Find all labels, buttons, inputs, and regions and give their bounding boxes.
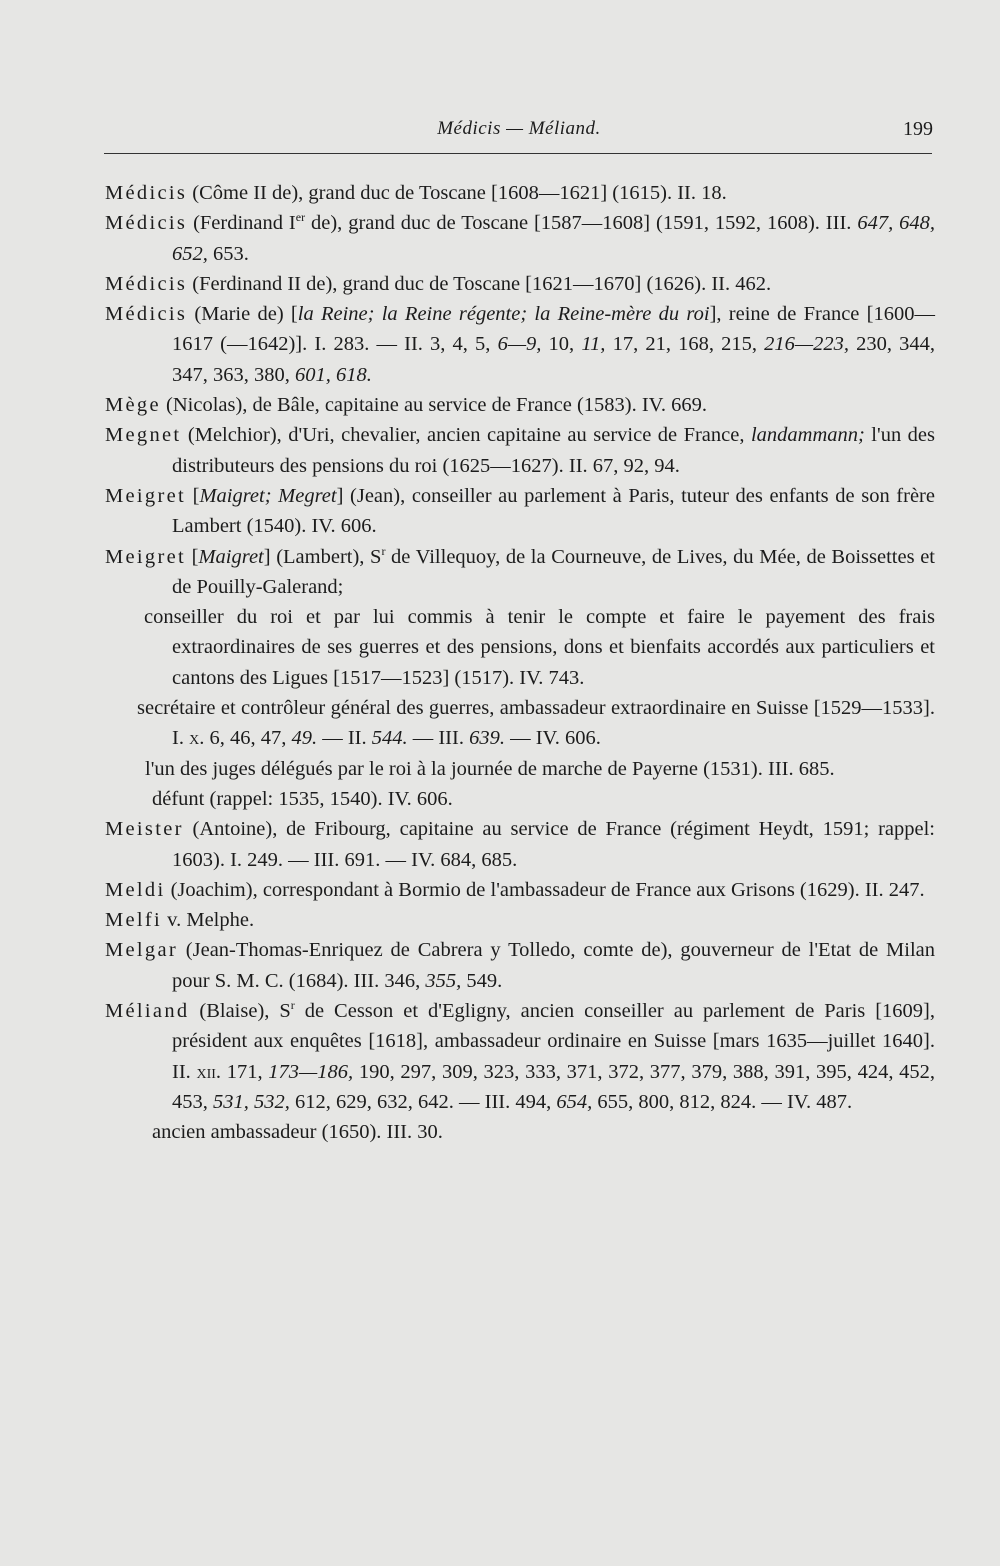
entry-text: de Villequoy, de la Courneuve, de Lives, du Mée, de Boissettes et de Pouilly-Galerand; <box>172 545 935 598</box>
entry-superscript: r <box>290 998 295 1013</box>
entry-italic: landammann; <box>750 424 865 447</box>
index-entries <box>105 178 935 1148</box>
entry-text: v. Melphe. <box>162 909 255 932</box>
entry-text: secrétaire et contrôleur général des guerres, ambassadeur extraordinaire en Suisse [1529—1533]. I. <box>137 697 935 750</box>
entry-text: l'un des distributeurs des pensions du roi (1625—1627). II. 67, 92, 94. <box>172 424 935 477</box>
entry-text: 230, 344, 347, 363, 380, <box>172 333 936 386</box>
entry-head: Mège <box>105 394 161 417</box>
entry-text: 549. <box>461 969 503 992</box>
entry-text: (Melchior), d'Uri, chevalier, ancien capitaine au service de France, <box>181 424 751 447</box>
entry-text: 612, 629, 632, 642. — III. 494, <box>289 1090 557 1113</box>
entry-italic: 601, 618. <box>295 363 372 386</box>
entry-italic: la Reine; la Reine régente; la Reine-mère du roi <box>297 303 710 326</box>
entry-italic: 11, <box>581 333 606 356</box>
index-subentry <box>105 693 935 754</box>
entry-text: (Blaise), S <box>189 1000 291 1023</box>
entry-head: Médicis <box>105 212 188 235</box>
index-entry <box>105 208 935 269</box>
entry-italic: 216—223, <box>764 333 849 356</box>
entry-text: (Nicolas), de Bâle, capitaine au service de France (1583). IV. 669. <box>160 394 707 417</box>
entry-text: ] (Lambert), S <box>263 545 382 568</box>
index-subentry: défunt (rappel: 1535, 1540). IV. 606. <box>152 787 453 810</box>
entry-text: ], reine de France [1600—1617 (—1642)]. I. 283. — II. 3, 4, 5, <box>172 303 936 356</box>
entry-italic: Maigret <box>198 545 264 568</box>
entry-text: 17, 21, 168, 215, <box>605 333 765 356</box>
index-entry <box>105 935 935 996</box>
entry-text: — II. <box>317 727 372 750</box>
entry-smallcaps: xii <box>196 1060 216 1083</box>
entry-italic: Maigret; Megret <box>199 484 337 507</box>
entry-text: 190, 297, 309, 323, 333, 371, 372, 377, 379, 388, 391, 395, 424, 452, 453, <box>172 1060 936 1113</box>
entry-head: Médicis <box>105 182 188 204</box>
entry-text: de Cesson et d'Egligny, ancien conseiller au parlement de Paris [1609], président aux enquêtes [1618], ambassadeur ordinaire en Suisse [mars 1635—juillet 1640]. II. <box>172 1000 936 1083</box>
index-entry <box>105 420 935 481</box>
index-subentry: conseiller du roi et par lui commis à tenir le compte et faire le payement des frais extraordinaires de ses guerres et des pensions, dons et bienfaits accordés aux particuliers et cantons des Ligues [1517—1523] (1517). IV. 743. <box>144 606 935 689</box>
index-entry <box>105 269 935 299</box>
entry-head: Médicis <box>105 272 188 295</box>
entry-text: (Ferdinand II de), grand duc de Toscane [1621—1670] (1626). II. 462. <box>187 272 772 295</box>
index-entry <box>105 814 935 875</box>
entry-italic: 173—186, <box>268 1060 354 1083</box>
index-entry <box>105 996 935 1117</box>
entry-text: de), grand duc de Toscane [1587—1608] (1591, 1592, 1608). III. <box>305 212 858 235</box>
entry-italic: 639. <box>469 727 505 750</box>
entry-head: Meigret <box>105 545 186 568</box>
entry-text: 655, 800, 812, 824. — IV. 487. <box>592 1090 853 1113</box>
entry-italic: 6—9, <box>497 333 542 356</box>
index-entry <box>105 905 935 935</box>
entry-italic: 355, <box>425 969 462 992</box>
entry-text: ] (Jean), conseiller au parlement à Paris, tuteur des enfants de son frère Lambert (1540). IV. 606. <box>172 484 935 538</box>
index-entry <box>105 178 935 208</box>
entry-text: — IV. 606. <box>504 727 601 750</box>
entry-italic: 531, 532, <box>213 1090 290 1113</box>
entry-head: Melfi <box>105 909 163 932</box>
entry-text: 10, <box>541 333 582 356</box>
entry-text: . 6, 46, 47, <box>199 727 292 750</box>
entry-head: Meldi <box>105 878 166 901</box>
header-title: Médicis — Méliand. <box>437 118 601 139</box>
entry-text: [ <box>186 545 199 568</box>
entry-superscript: r <box>381 543 386 558</box>
entry-text: (Ferdinand I <box>187 212 296 235</box>
entry-text: — III. <box>407 727 470 750</box>
entry-text: [ <box>186 484 200 507</box>
entry-text: (Côme II de), grand duc de Toscane [1608—1621] (1615). II. 18. <box>187 182 727 204</box>
index-subentry: ancien ambassadeur (1650). III. 30. <box>152 1121 443 1144</box>
entry-head: Melgar <box>105 939 178 962</box>
entry-italic: 654, <box>556 1090 593 1113</box>
entry-head: Meigret <box>105 484 186 507</box>
entry-italic: 49. <box>291 727 318 750</box>
index-entry <box>105 875 935 905</box>
entry-italic: 647, 648, 652, <box>172 212 936 265</box>
index-entry <box>105 542 935 603</box>
entry-superscript: er <box>295 210 306 225</box>
entry-head: Meister <box>105 818 184 841</box>
entry-head: Médicis <box>105 303 188 326</box>
index-entry <box>105 299 935 390</box>
page-number: 199 <box>903 118 933 140</box>
header-rule <box>104 153 932 154</box>
entry-text: 653. <box>207 242 249 265</box>
entry-text: (Antoine), de Fribourg, capitaine au service de France (régiment Heydt, 1591; rappel: 1603). I. 249. — III. 691. — IV. 684, 685. <box>172 818 935 871</box>
entry-italic: 544. <box>371 727 408 750</box>
entry-text: (Marie de) [ <box>187 303 298 326</box>
entry-head: Megnet <box>105 424 182 447</box>
entry-head: Méliand <box>105 1000 190 1023</box>
entry-text: . 171, <box>215 1060 269 1083</box>
index-entry <box>105 481 935 542</box>
entry-smallcaps: x <box>189 727 200 750</box>
running-header <box>105 118 933 152</box>
index-subentry: l'un des juges délégués par le roi à la journée de marche de Payerne (1531). III. 685. <box>145 757 835 780</box>
entry-text: (Jean-Thomas-Enriquez de Cabrera y Tolledo, comte de), gouverneur de l'Etat de Milan pour S. M. C. (1684). III. 346, <box>172 939 935 992</box>
index-entry <box>105 390 935 420</box>
entry-text: (Joachim), correspondant à Bormio de l'ambassadeur de France aux Grisons (1629). II. 247. <box>165 878 925 901</box>
